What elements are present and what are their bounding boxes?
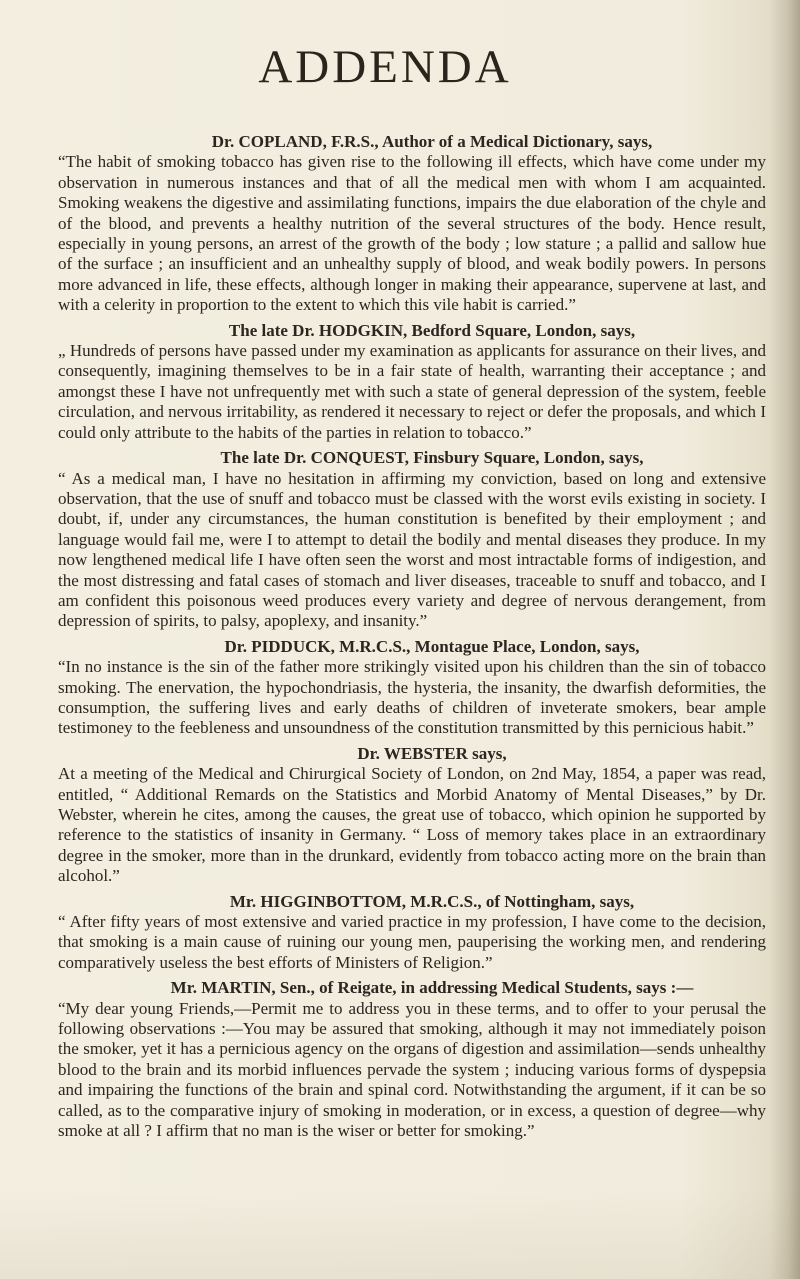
page-edge-shadow [770,0,800,1279]
entry-quote: “ After fifty years of most extensive and varied practice in my profession, I have come to the decision, that smoking is a main cause of ruining our young men, pauperising the working men, and rendering comparatively useless the best efforts of Ministers of Religion.” [58,912,766,972]
entry-intro: Mr. HIGGINBOTTOM, M.R.C.S., of Nottingham, says, [229,891,635,911]
page-bottom-fade [0,1189,800,1279]
entry-intro: The late Dr. CONQUEST, Finsbury Square, London, says, [220,448,644,468]
entry-conquest [58,448,766,632]
entry-quote: „ Hundreds of persons have passed under my examination as applicants for assurance on their lives, and consequently, imagining themselves to be in a fair state of health, warranting their acceptance ; and amongst these I have not unfrequently met with such a state of general depression of the system, feeble circulation, and nervous irritability, as rendered it necessary to reject or defer the proposals, and which I could only attribute to the habits of the parties in relation to tobacco.” [58,341,766,442]
entry-intro: Dr. PIDDUCK, M.R.C.S., Montague Place, London, says, [224,636,640,656]
entry-quote: “My dear young Friends,—Permit me to address you in these terms, and to offer to your perusal the following observations :—You may be assured that smoking, although it may not immediately poison the smoker, yet it has a pernicious agency on the organs of digestion and assimilation—sends unhealthy blood to the brain and its morbid influences pervade the system ; inducing various forms of dyspepsia and impairing the functions of the brain and spinal cord. Notwithstanding the argument, if it can be so called, as to the comparative injury of smoking in moderation, or in excess, a question of degree—why smoke at all ? I affirm that no man is the wiser or better for smoking.” [58,998,766,1141]
entry-quote: “The habit of smoking tobacco has given rise to the following ill effects, which have come under my observation in numerous instances and that of all the medical men with whom I am acquainted. Smoking weakens the digestive and assimilating functions, impairs the due elaboration of the chyle and of the blood, and prevents a healthy nutrition of the several structures of the body. Hence result, especially in young persons, an arrest of the growth of the body ; low stature ; a pallid and sallow hue of the surface ; an insufficient and an unhealthy supply of blood, and weak bodily powers. In persons more advanced in life, these effects, although longer in making their appearance, supervene at last, and with a celerity in proportion to the extent to which this vile habit is carried.” [58,152,766,315]
testimonials [58,132,766,1147]
entry-quote: “In no instance is the sin of the father more strikingly visited upon his children than the sin of tobacco smoking. The enervation, the hypochondriasis, the hysteria, the insanity, the dwarfish deformities, the consumption, the suffering lives and early deaths of children of inveterate smokers, bear ample testimoney to the feebleness and unsoundness of the constitution transmitted by this pernicious habit.” [58,657,766,738]
entry-webster [58,744,766,887]
entry-higginbottom [58,892,766,974]
entry-quote: At a meeting of the Medical and Chirurgical Society of London, on 2nd May, 1854, a paper was read, entitled, “ Additional Remards on the Statistics and Morbid Anatomy of Mental Diseases,” by Dr. Webster, wherein he cites, among the causes, the great use of tobacco, which opinion he supported by reference to the statistics of insanity in Germany. “ Loss of memory takes place in an extraordinary degree in the smoker, more than in the drunkard, evidently from tobacco acting more on the brain than alcohol.” [58,764,766,886]
entry-intro: Dr. COPLAND, F.R.S., Author of a Medical Dictionary, says, [211,132,653,151]
entry-copland [58,132,766,316]
entry-intro: The late Dr. HODGKIN, Bedford Square, London, says, [228,320,636,340]
entry-pidduck [58,637,766,739]
entry-intro: Dr. WEBSTER says, [357,743,507,763]
page-title: ADDENDA [258,41,512,93]
entry-hodgkin [58,321,766,443]
entry-martin [58,978,766,1141]
entry-quote: “ As a medical man, I have no hesitation in affirming my conviction, based on long and extensive observation, that the use of snuff and tobacco must be classed with the worst evils existing in society. I doubt, if, under any circumstances, the human constitution is benefited by their employment ; and language would fail me, were I to attempt to detail the bodily and mental diseases they produce. In my now lengthened medical life I have often seen the worst and most intractable forms of indigestion, and the most distressing and fatal cases of stomach and liver diseases, traceable to snuff and tobacco, and I am confident this poisonous weed produces every variety and degree of nervous derangement, from depression of spirits, to palsy, apoplexy, and insanity.” [58,468,766,631]
entry-intro: Mr. MARTIN, Sen., of Reigate, in addressing Medical Students, says :— [170,978,694,998]
